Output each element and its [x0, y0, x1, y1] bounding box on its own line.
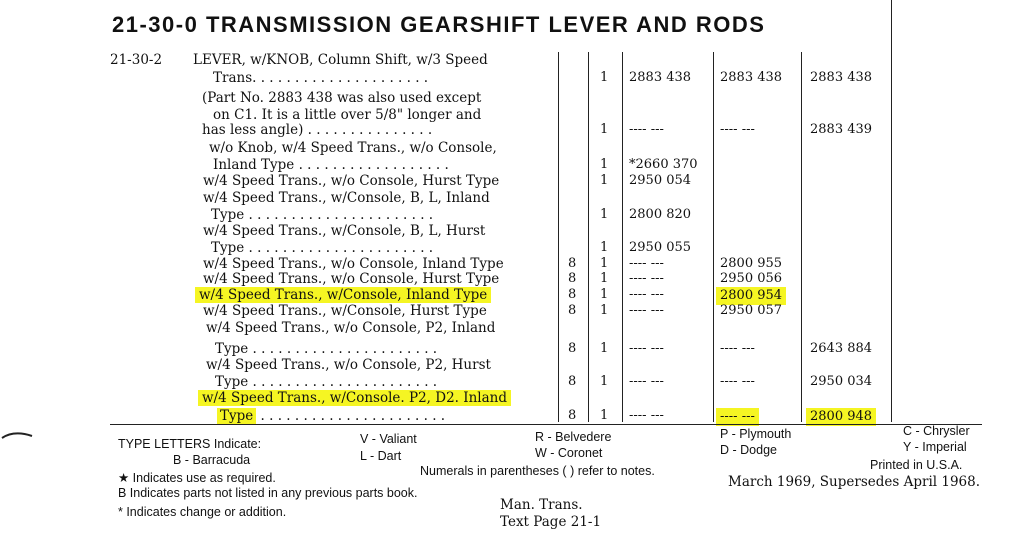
part-number-col-a: ---- ---: [629, 287, 664, 302]
quantity: 1: [600, 157, 609, 172]
part-number-col-c: 2800 948: [806, 408, 876, 426]
table-row: [0, 173, 1023, 189]
part-number-col-a: ---- ---: [629, 122, 664, 137]
part-number-col-c: 2950 034: [810, 374, 873, 389]
page-edge-mark: [0, 428, 36, 442]
note-parentheses: Numerals in parentheses ( ) refer to notes.: [420, 464, 655, 478]
type-code: 8: [568, 256, 577, 271]
type-letters-label: TYPE LETTERS Indicate:: [118, 437, 262, 451]
type-letter-r: R - Belvedere: [535, 430, 612, 444]
part-description: w/4 Speed Trans., w/o Console, P2, Inland: [206, 320, 496, 336]
part-number-col-b: 2950 057: [720, 303, 783, 318]
table-row: [0, 390, 1023, 406]
part-description: w/4 Speed Trans., w/o Console, Hurst Type: [203, 173, 500, 189]
quantity: 1: [600, 122, 609, 137]
part-description: Type . . . . . . . . . . . . . . . . . . . . . .: [215, 374, 438, 390]
part-description: Inland Type . . . . . . . . . . . . . . . . . .: [213, 157, 449, 173]
part-description: [217, 408, 445, 424]
part-description: w/4 Speed Trans., w/o Console, Inland Type: [203, 256, 504, 272]
table-row: [0, 374, 1023, 390]
printed-in: Printed in U.S.A.: [870, 458, 963, 472]
part-number-col-a: 2950 054: [629, 173, 692, 188]
type-letter-v: V - Valiant: [360, 432, 417, 446]
table-row: [0, 90, 1023, 106]
part-number-col-b: 2800 955: [720, 256, 783, 271]
part-number-col-a: ---- ---: [629, 408, 664, 423]
part-description: w/4 Speed Trans., w/o Console, P2, Hurst: [206, 357, 491, 373]
table-row: [0, 223, 1023, 239]
type-code: 8: [568, 271, 577, 286]
quantity: 1: [600, 374, 609, 389]
part-number-col-c: 2643 884: [810, 341, 873, 356]
table-row: [0, 271, 1023, 287]
quantity: 1: [600, 408, 609, 423]
type-letter-w: W - Coronet: [535, 446, 603, 460]
note-not-listed: B Indicates parts not listed in any previous parts book.: [118, 486, 418, 500]
table-row: [0, 157, 1023, 173]
highlighted-text: Type: [217, 408, 256, 424]
quantity: 1: [600, 207, 609, 222]
quantity: 1: [600, 271, 609, 286]
quantity: 1: [600, 70, 609, 85]
part-number-col-a: 2800 820: [629, 207, 692, 222]
type-code: 8: [568, 374, 577, 389]
part-description: w/4 Speed Trans., w/Console. P2, D2. Inland: [198, 390, 511, 406]
table-row: [0, 122, 1023, 138]
part-number-col-b: ---- ---: [720, 374, 755, 389]
part-number-col-a: 2950 055: [629, 240, 692, 255]
table-row: [0, 140, 1023, 156]
part-number-col-a: ---- ---: [629, 271, 664, 286]
part-number-col-b: 2800 954: [716, 287, 786, 305]
part-number-col-a: *2660 370: [629, 157, 698, 172]
table-row: [0, 320, 1023, 336]
note-use-as-required: ★ Indicates use as required.: [118, 471, 276, 485]
page-title: 21-30-0 TRANSMISSION GEARSHIFT LEVER AND RODS: [112, 12, 766, 37]
table-row: [0, 408, 1023, 424]
part-description: Type . . . . . . . . . . . . . . . . . . . . . .: [215, 341, 438, 357]
type-letter-c: C - Chrysler: [903, 424, 970, 438]
part-description: w/4 Speed Trans., w/Console, Inland Type: [195, 287, 491, 303]
revision-date: March 1969, Supersedes April 1968.: [728, 474, 981, 490]
part-number-col-c: 2883 438: [810, 70, 873, 85]
part-number-col-a: ---- ---: [629, 256, 664, 271]
part-number-col-b: 2950 056: [720, 271, 783, 286]
part-description: on C1. It is a little over 5/8" longer and: [213, 107, 482, 123]
quantity: 1: [600, 287, 609, 302]
type-letter-p: P - Plymouth: [720, 427, 792, 441]
table-row: [0, 107, 1023, 123]
part-number-col-b: 2883 438: [720, 70, 783, 85]
table-row: [0, 52, 1023, 68]
part-description: w/4 Speed Trans., w/o Console, Hurst Type: [203, 271, 500, 287]
type-code: 8: [568, 408, 577, 423]
part-number-col-c: 2883 439: [810, 122, 873, 137]
table-row: [0, 303, 1023, 319]
section-number: 21-30-2: [110, 52, 163, 68]
part-description: w/4 Speed Trans., w/Console, B, L, Hurst: [203, 223, 486, 239]
quantity: 1: [600, 341, 609, 356]
page-section: Man. Trans.: [500, 497, 583, 513]
type-letter-y: Y - Imperial: [903, 440, 967, 454]
quantity: 1: [600, 303, 609, 318]
table-row: [0, 240, 1023, 256]
type-letter-b: B - Barracuda: [173, 453, 251, 467]
table-row: [0, 190, 1023, 206]
footer-rule: [110, 424, 982, 425]
page-number: Text Page 21-1: [500, 514, 602, 530]
type-letter-d: D - Dodge: [720, 443, 777, 457]
part-description: w/4 Speed Trans., w/Console, B, L, Inland: [203, 190, 490, 206]
type-code: 8: [568, 303, 577, 318]
table-row: [0, 207, 1023, 223]
part-description: (Part No. 2883 438 was also used except: [202, 90, 482, 106]
table-row: [0, 287, 1023, 303]
quantity: 1: [600, 240, 609, 255]
part-description: has less angle) . . . . . . . . . . . . . . .: [202, 122, 433, 138]
part-description: w/o Knob, w/4 Speed Trans., w/o Console,: [209, 140, 497, 156]
table-row: [0, 341, 1023, 357]
part-number-col-a: ---- ---: [629, 341, 664, 356]
part-number-col-a: ---- ---: [629, 374, 664, 389]
part-number-col-b: ---- ---: [720, 341, 755, 356]
table-row: [0, 70, 1023, 86]
part-description: Trans. . . . . . . . . . . . . . . . . . . . .: [213, 70, 429, 86]
note-change-addition: * Indicates change or addition.: [118, 505, 287, 519]
part-description: Type . . . . . . . . . . . . . . . . . . . . . .: [211, 207, 434, 223]
type-code: 8: [568, 287, 577, 302]
type-code: 8: [568, 341, 577, 356]
part-number-col-a: 2883 438: [629, 70, 692, 85]
part-description: Type . . . . . . . . . . . . . . . . . . . . . .: [211, 240, 434, 256]
part-number-col-a: ---- ---: [629, 303, 664, 318]
type-letter-l: L - Dart: [360, 449, 402, 463]
table-row: [0, 357, 1023, 373]
part-number-col-b: ---- ---: [720, 122, 755, 137]
quantity: 1: [600, 173, 609, 188]
leader-dots: . . . . . . . . . . . . . . . . . . . . . .: [256, 408, 446, 424]
table-row: [0, 256, 1023, 272]
part-number-col-b: ---- ---: [716, 408, 759, 426]
part-description: LEVER, w/KNOB, Column Shift, w/3 Speed: [193, 52, 488, 68]
quantity: 1: [600, 256, 609, 271]
part-description: w/4 Speed Trans., w/Console, Hurst Type: [203, 303, 487, 319]
